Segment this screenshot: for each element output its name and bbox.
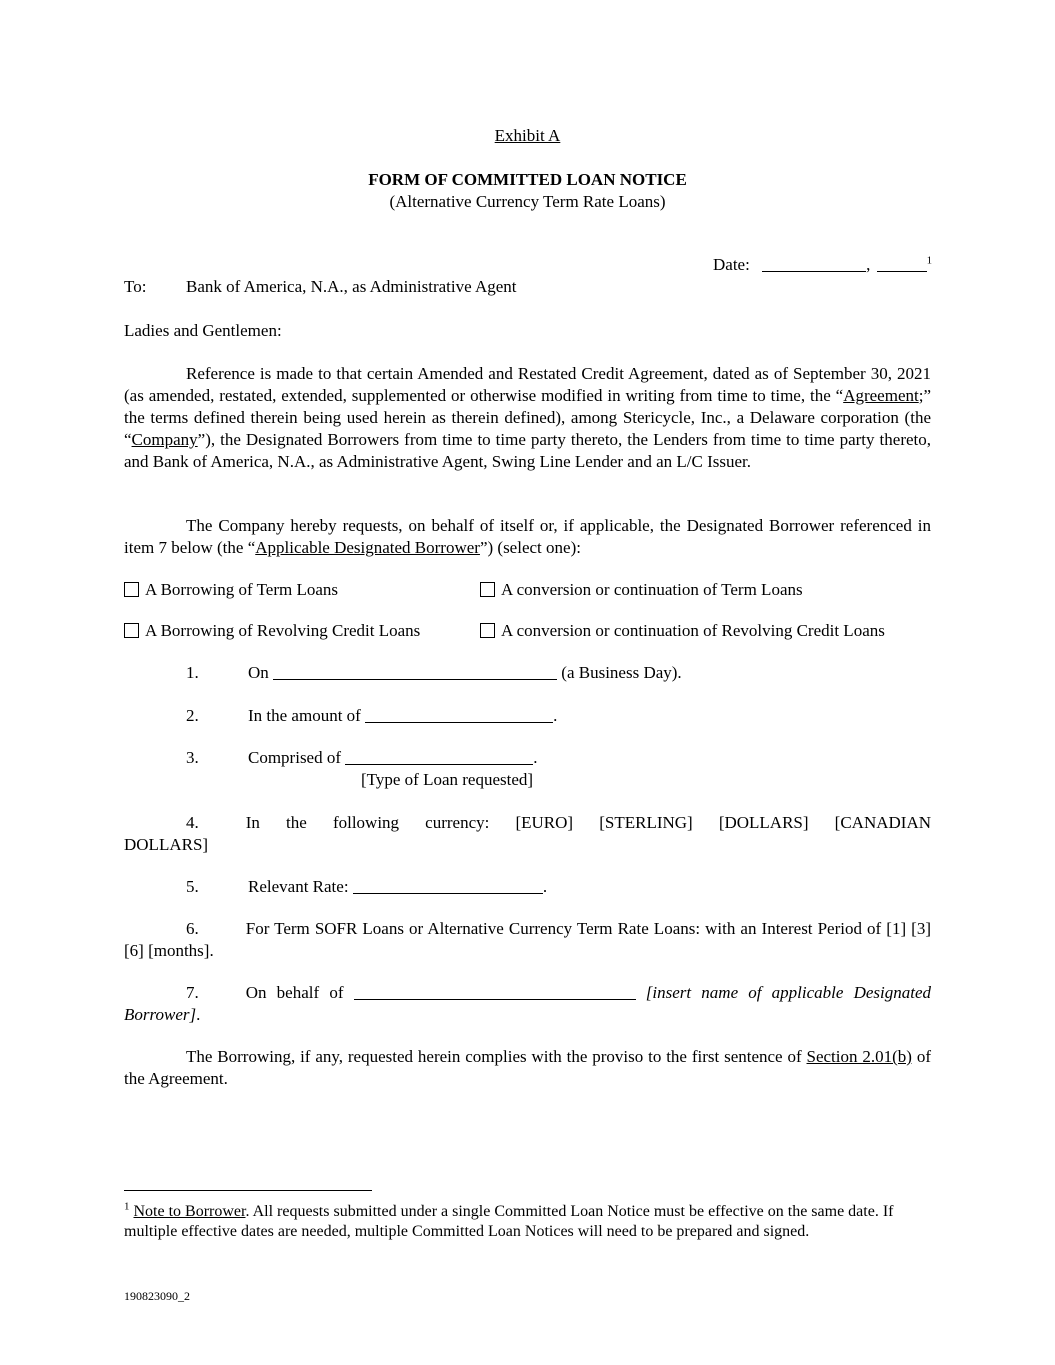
footnote: $^1$ Note to Borrower. All requests submitted under a single Committed Loan Notice must be effective on the same date. If multiple effective dates are needed, multiple Committed Loan Notices will need to be prepared and signed. bbox=[124, 1200, 894, 1240]
option-conversion-term-loans[interactable]: A conversion or continuation of Term Loans bbox=[480, 579, 803, 601]
applicable-designated-borrower-term: Applicable Designated Borrower bbox=[255, 538, 480, 557]
date-line: Date: , $^1$ bbox=[713, 254, 933, 274]
designated-borrower-blank[interactable] bbox=[354, 982, 636, 1000]
to-label: To: bbox=[124, 277, 147, 296]
option-conversion-revolving-loans[interactable]: A conversion or continuation of Revolving Credit Loans bbox=[480, 620, 885, 642]
agreement-term: Agreement bbox=[843, 386, 919, 405]
document-title: FORM OF COMMITTED LOAN NOTICE bbox=[368, 170, 687, 189]
checkbox[interactable] bbox=[124, 623, 139, 638]
checkbox[interactable] bbox=[480, 582, 495, 597]
exhibit-label: Exhibit A bbox=[494, 126, 561, 145]
option-borrowing-term-loans[interactable]: A Borrowing of Term Loans bbox=[124, 579, 338, 601]
document-id: 190823090_2 bbox=[124, 1289, 190, 1303]
document-subtitle: (Alternative Currency Term Rate Loans) bbox=[389, 192, 666, 211]
company-term: Company bbox=[131, 430, 198, 449]
request-paragraph: The Company hereby requests, on behalf of itself or, if applicable, the Designated Borrower referenced in item 7 below (the “Applicable Designated Borrower”) (select one): bbox=[124, 516, 931, 557]
closing-paragraph: The Borrowing, if any, requested herein complies with the proviso to the first sentence of Section 2.01(b) of the Agreement. bbox=[124, 1047, 931, 1088]
option-borrowing-revolving-loans[interactable]: A Borrowing of Revolving Credit Loans bbox=[124, 620, 420, 642]
business-day-blank[interactable] bbox=[273, 662, 557, 680]
item-4: 4. In the following currency: [EURO] [STERLING] [DOLLARS] [CANADIAN DOLLARS] bbox=[124, 813, 931, 854]
date-blank bbox=[762, 254, 866, 272]
reference-paragraph: Reference is made to that certain Amended and Restated Credit Agreement, dated as of September 30, 2021 (as amended, restated, extended, supplemented or otherwise modified in writing from time to time, the “Agreement;” the terms defined therein being used herein as therein defined), among Stericycle, Inc., a Delaware corporation (the “Company”), the Designated Borrowers from time to time party thereto, the Lenders from time to time party thereto, and Bank of America, N.A., as Administrative Agent, Swing Line Lender and an L/C Issuer. bbox=[124, 364, 931, 471]
checkbox[interactable] bbox=[124, 582, 139, 597]
section-reference: Section 2.01(b) bbox=[806, 1047, 912, 1066]
amount-blank[interactable] bbox=[365, 705, 553, 723]
salutation: Ladies and Gentlemen: bbox=[124, 321, 282, 340]
to-recipient: Bank of America, N.A., as Administrative Agent bbox=[186, 277, 517, 296]
loan-type-caption: [Type of Loan requested] bbox=[361, 770, 534, 789]
item-6: 6. For Term SOFR Loans or Alternative Currency Term Rate Loans: with an Interest Period of [1] [3] [6] [months]. bbox=[124, 919, 931, 960]
footnote-divider bbox=[124, 1190, 372, 1191]
checkbox[interactable] bbox=[480, 623, 495, 638]
footnote-ref: 1 bbox=[926, 254, 933, 267]
loan-type-blank[interactable] bbox=[345, 747, 533, 765]
year-blank bbox=[877, 254, 927, 272]
relevant-rate-blank[interactable] bbox=[353, 876, 543, 894]
item-7: 7. On behalf of [insert name of applicable Designated Borrower]. bbox=[124, 983, 931, 1024]
